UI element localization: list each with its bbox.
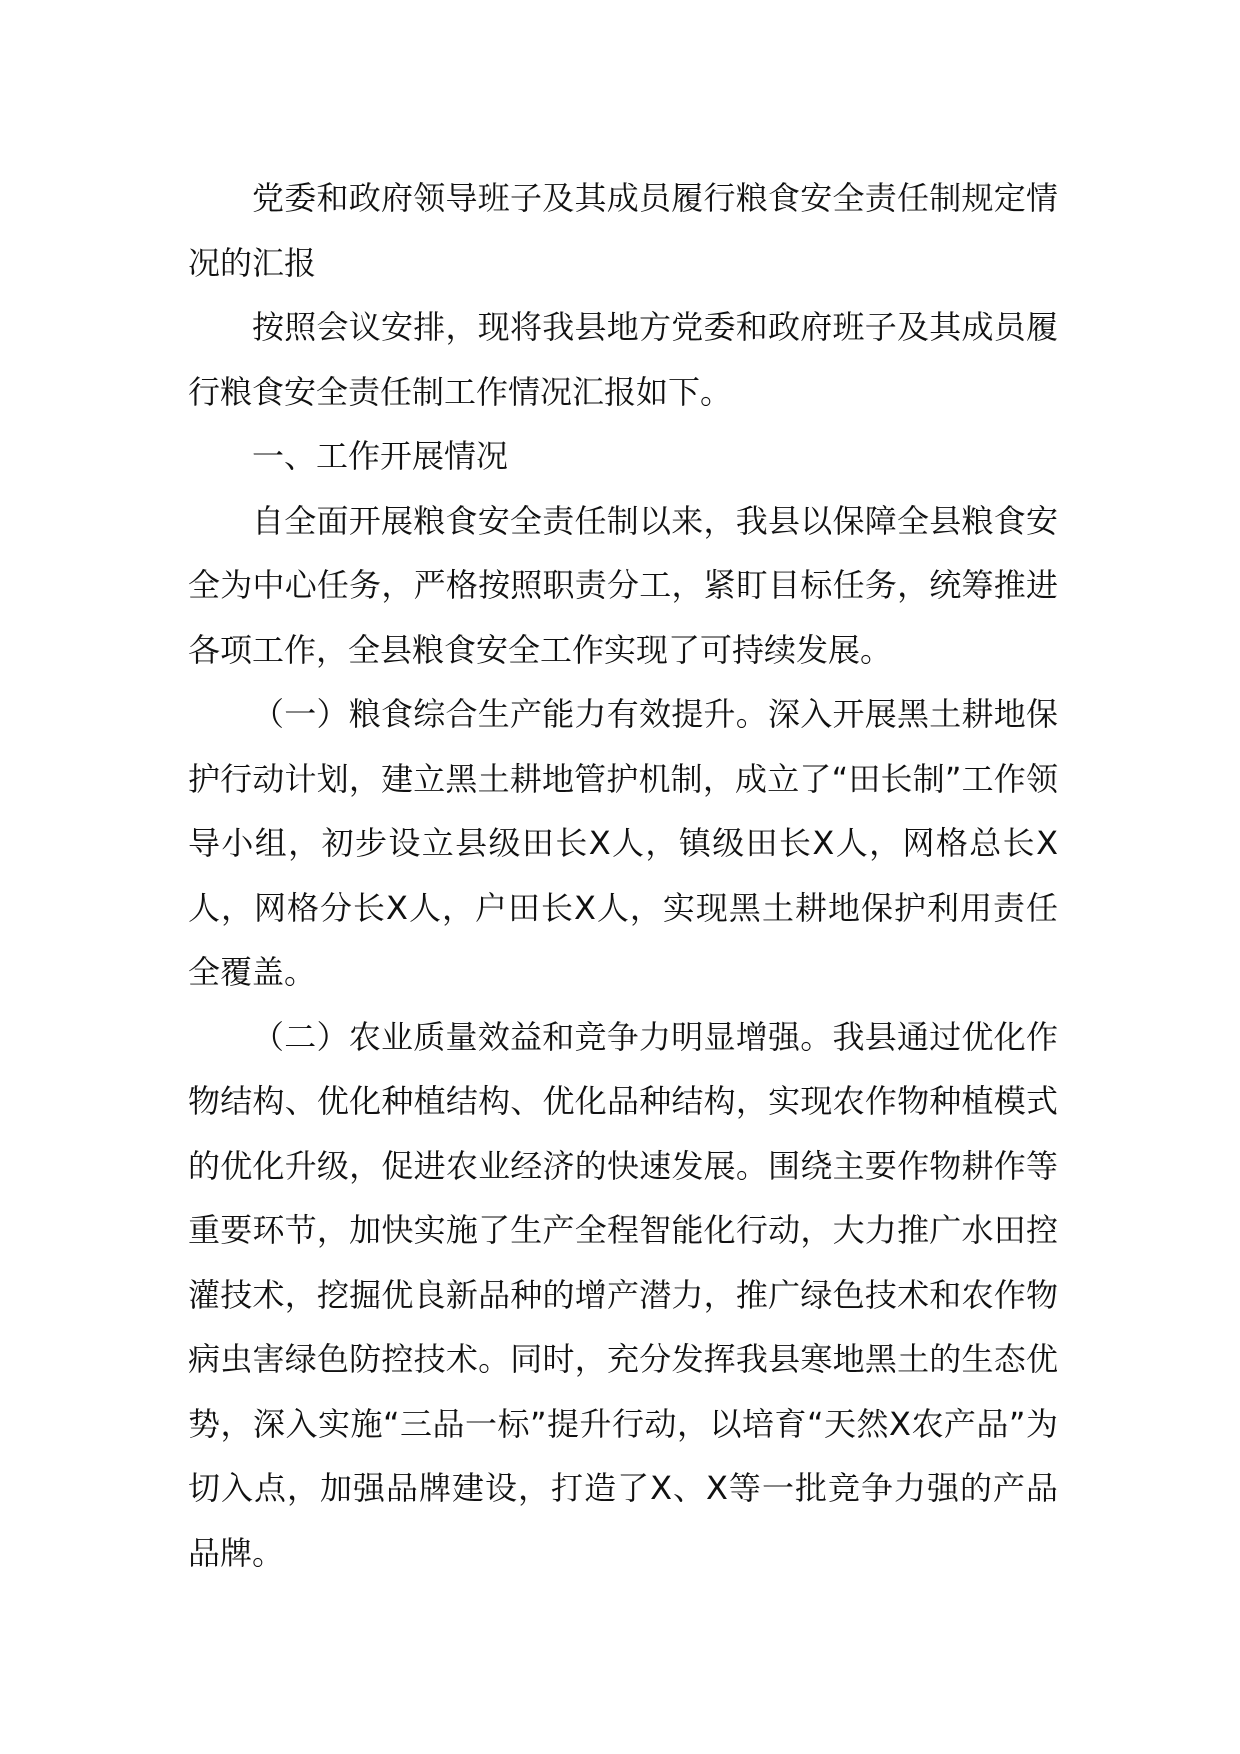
- body-paragraph: （一）粮食综合生产能力有效提升。深入开展黑土耕地保护行动计划，建立黑土耕地管护机制，成立了“田长制”工作领导小组，初步设立县级田长X人，镇级田长X人，网格总长X人，网格分长X人，户田长X人，实现黑土耕地保护利用责任全覆盖。: [188, 695, 1058, 991]
- body-paragraph: 自全面开展粮食安全责任制以来，我县以保障全县粮食安全为中心任务，严格按照职责分工，紧盯目标任务，统筹推进各项工作，全县粮食安全工作实现了可持续发展。: [188, 501, 1058, 669]
- document-title: 党委和政府领导班子及其成员履行粮食安全责任制规定情况的汇报: [188, 179, 1058, 282]
- body-paragraph: （二）农业质量效益和竞争力明显增强。我县通过优化作物结构、优化种植结构、优化品种结构，实现农作物种植模式的优化升级，促进农业经济的快速发展。围绕主要作物耕作等重要环节，加快实施了生产全程智能化行动，大力推广水田控灌技术，挖掘优良新品种的增产潜力，推广绿色技术和农作物病虫害绿色防控技术。同时，充分发挥我县寒地黑土的生态优势，深入实施“三品一标”提升行动，以培育“天然X农产品”为切入点，加强品牌建设，打造了X、X等一批竞争力强的产品品牌。: [188, 1017, 1058, 1572]
- document-body: [188, 166, 1058, 1585]
- intro-paragraph: 按照会议安排，现将我县地方党委和政府班子及其成员履行粮食安全责任制工作情况汇报如下。: [188, 308, 1058, 411]
- section-heading: 一、工作开展情况: [252, 437, 509, 475]
